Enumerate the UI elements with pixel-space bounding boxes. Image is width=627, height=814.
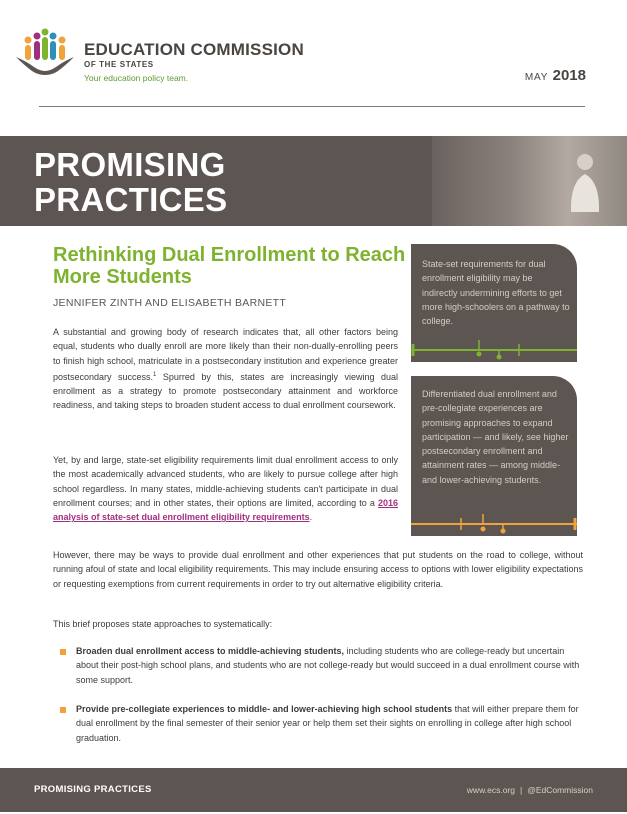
tune-in-line2: education developments. [456,57,557,67]
paragraph-intro [53,325,398,413]
org-subtitle: OF THE STATES [84,60,154,69]
bullet-text: including students who are college-ready but uncertain about their post-high school plans, and students who are not college-ready but would succeed in a dual enrollment course with some support. [76,646,580,685]
paragraph-intro-text: A substantial and growing body of research indicates that, all other factors being equal, students who dually enroll are more likely than their non-dually-enrolling peers to finish high school, matriculate in a postsecondary institution and experience greater postsecondary success. [53,327,398,382]
issue-month: MAY [524,72,549,83]
issue-date [525,67,586,85]
paragraph-intro-continued: Spurred by this, states are increasingly viewing dual enrollment as a strategy to promote postsecondary attainment and workforce readiness, and taking steps to broaden student access to dual enrollment coursework. [53,371,398,411]
bullet-bold-text: Broaden dual enrollment access to middle-achieving students, [76,646,345,656]
bullet-item-pre-collegiate [76,702,581,745]
paragraph-brief-proposes: This brief proposes state approaches to systematically: [53,619,273,629]
bullet-marker [60,649,66,655]
analysis-report-link[interactable]: 2016 analysis of state-set dual enrollment eligibility requirements [53,497,398,523]
tune-in-title: TUNE IN. [456,22,510,36]
footer-separator: | [519,785,523,795]
callout-text-differentiated: Differentiated dual enrollment and pre-collegiate experiences are promising approaches to expand participation — and likely, see higher postsecondary enrollment and attainment rates — among middle- and lower-achieving students. [422,389,569,485]
promising-practices-banner [0,136,627,226]
bullet-item-broaden-access [76,644,581,687]
presenter-figure-image [568,152,602,212]
banner-title [34,147,227,217]
header-divider [39,106,585,107]
issue-year: 2018 [552,67,586,84]
banner-title-line2: PRACTICES [34,181,228,218]
article-authors: JENNIFER ZINTH AND ELISABETH BARNETT [53,297,287,309]
banner-title-line1: PROMISING [34,146,226,183]
ecs-logo-icon [14,27,76,75]
footer-title: PROMISING PRACTICES [34,784,152,795]
paragraph-however: However, there may be ways to provide dual enrollment and other experiences that put students on the road to college, without running afoul of state and local eligibility requirements. This may include ensuring access to options with lower eligibility expectations or requesting exemptions from current requirements in order to try out alternative eligibility criteria. [53,550,583,589]
footer-links [467,785,593,795]
tune-in-line1: Explore emerging [456,42,527,52]
footer-twitter-handle[interactable]: @EdCommission [527,785,593,795]
paragraph-eligibility-text: Yet, by and large, state-set eligibility requirements limit dual enrollment access to only the most academically advanced students, who are likely to pursue college after high school regardless. In many states, middle-achieving students can't participate in dual enrollment courses; and in other states, their options are limited, according to a [53,455,398,508]
org-tagline: Your education policy team. [84,73,189,83]
circuit-decoration-icon [411,340,577,360]
paragraph-eligibility [53,453,398,524]
paragraph-eligibility-end: . [309,512,313,523]
bullet-bold-text: Provide pre-collegiate experiences to middle- and lower-achieving high school students [76,704,453,714]
bullet-marker [60,707,66,713]
callout-text-requirements: State-set requirements for dual enrollment eligibility may be indirectly undermining efforts to get more high-schoolers on a pathway to college. [422,259,570,327]
article-title: Rethinking Dual Enrollment to Reach More Students [53,244,406,288]
footer-website-link[interactable]: www.ecs.org [466,785,515,795]
footnote-marker: 1 [153,371,157,378]
org-name: EDUCATION COMMISSION [84,40,304,59]
bullet-text: that will either prepare them for dual enrollment by the final semester of their senior year or help them set their sights on enrolling in college after high school graduation. [76,704,579,743]
circuit-decoration-icon [411,514,577,534]
